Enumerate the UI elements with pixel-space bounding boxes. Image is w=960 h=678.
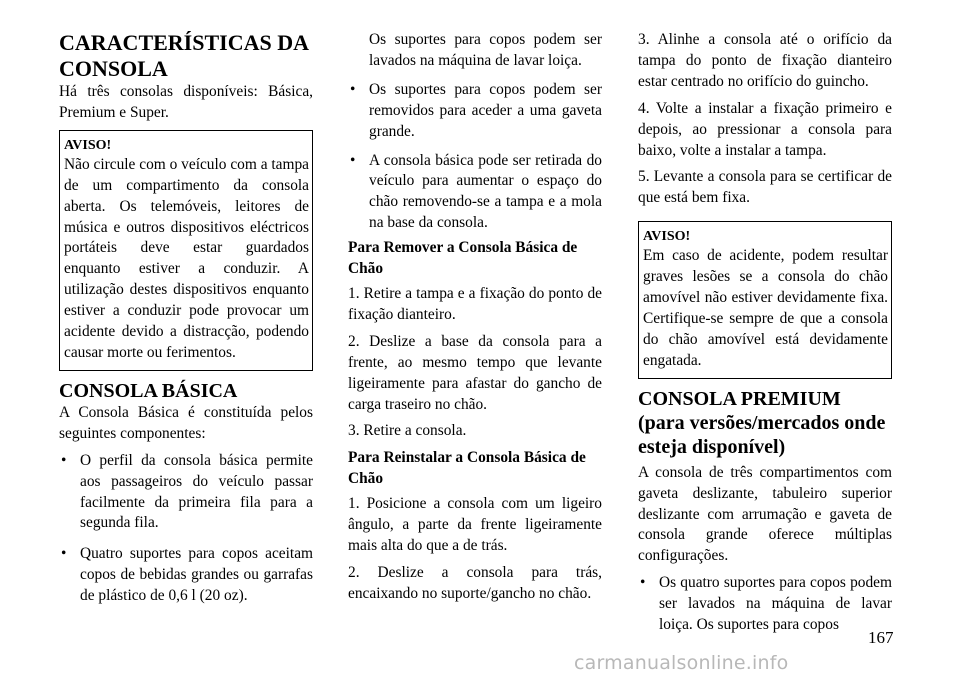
column-middle: [348, 30, 602, 605]
step-item: 2. Deslize a consola para trás, encaixando no suporte/gancho no chão.: [348, 563, 602, 602]
warning-box: [59, 130, 313, 371]
continuation-text: Os suportes para copos podem ser lavados na máquina de lavar loiça.: [369, 31, 602, 69]
step-item: 1. Posicione a consola com um ligeiro ângulo, a parte da frente ligeiramente mais alta do que a de trás.: [348, 495, 602, 554]
list-item: • O perfil da consola básica permite aos passageiros do veículo passar facilmente da primeira fila para a segunda fila.: [59, 451, 313, 535]
section-title-premium-console: CONSOLA PREMIUM (para versões/mercados onde esteja disponível): [638, 387, 886, 458]
page-title: CARACTERÍSTICAS DA CONSOLA: [59, 30, 308, 81]
section-title-basic-console: CONSOLA BÁSICA: [59, 379, 238, 402]
bullet-list: [59, 451, 313, 607]
step-item: 1. Retire a tampa e a fixação do ponto de fixação dianteiro.: [348, 284, 602, 323]
step-item: 3. Retire a consola.: [348, 422, 467, 440]
warning-box: [638, 221, 892, 378]
list-item: • A consola básica pode ser retirada do veículo para aumentar o espaço do chão removendo-se a tampa e a mola na base da consola.: [348, 151, 602, 235]
step-item: 4. Volte a instalar a fixação primeiro e depois, ao pressionar a consola para baixo, volte a instalar a tampa.: [638, 99, 892, 159]
page-number: 167: [868, 628, 894, 647]
warning-title: AVISO!: [643, 229, 691, 245]
intro-paragraph: Há três consolas disponíveis: Básica, Premium e Super.: [59, 83, 313, 121]
subheading-remove: Para Remover a Consola Básica de Chão: [348, 239, 578, 278]
column-right: [638, 30, 892, 636]
step-item: 2. Deslize a base da consola para a frente, ao mesmo tempo que levante ligeiramente para afastar do gancho de carga traseiro no chão.: [348, 332, 602, 413]
bullet-list: [638, 573, 892, 636]
bullet-list: [348, 80, 602, 234]
section-intro: A Consola Básica é constituída pelos seguintes componentes:: [59, 403, 313, 442]
step-item: 3. Alinhe a consola até o orifício da tampa do ponto de fixação dianteiro estar centrado no orifício do guincho.: [638, 31, 892, 90]
list-item: • Os quatro suportes para copos podem ser lavados na máquina de lavar loiça. Os suportes para copos: [638, 573, 892, 636]
list-item: • Quatro suportes para copos aceitam copos de bebidas grandes ou garrafas de plástico de 0,6 l (20 oz).: [59, 544, 313, 607]
subheading-reinstall: Para Reinstalar a Consola Básica de Chão: [348, 449, 586, 488]
section-intro: A consola de três compartimentos com gaveta deslizante, tabuleiro superior deslizante com arrumação e gaveta de consola grande oferece múltiplas configurações.: [638, 463, 892, 565]
warning-text: Em caso de acidente, podem resultar graves lesões se a consola do chão amovível não estiver devidamente fixa. Certifique-se sempre de que a consola do chão amovível está devidamente engatada.: [643, 247, 888, 369]
warning-title: AVISO!: [64, 137, 112, 153]
step-item: 5. Levante a consola para se certificar de que está bem fixa.: [638, 168, 892, 207]
warning-text: Não circule com o veículo com a tampa de um compartimento da consola aberta. Os telemóveis, leitores de música e outros dispositivos eléctricos portáteis deve estar guardados enquanto estiver a conduzir. A utilização destes dispositivos enquanto estiver a conduzir pode provocar um acidente devido a distracção, podendo causar morte ou ferimentos.: [64, 155, 309, 361]
watermark: carmanualsonline.info: [574, 652, 789, 674]
list-item: • Os suportes para copos podem ser removidos para aceder a uma gaveta grande.: [348, 80, 602, 143]
column-left: [59, 30, 313, 607]
